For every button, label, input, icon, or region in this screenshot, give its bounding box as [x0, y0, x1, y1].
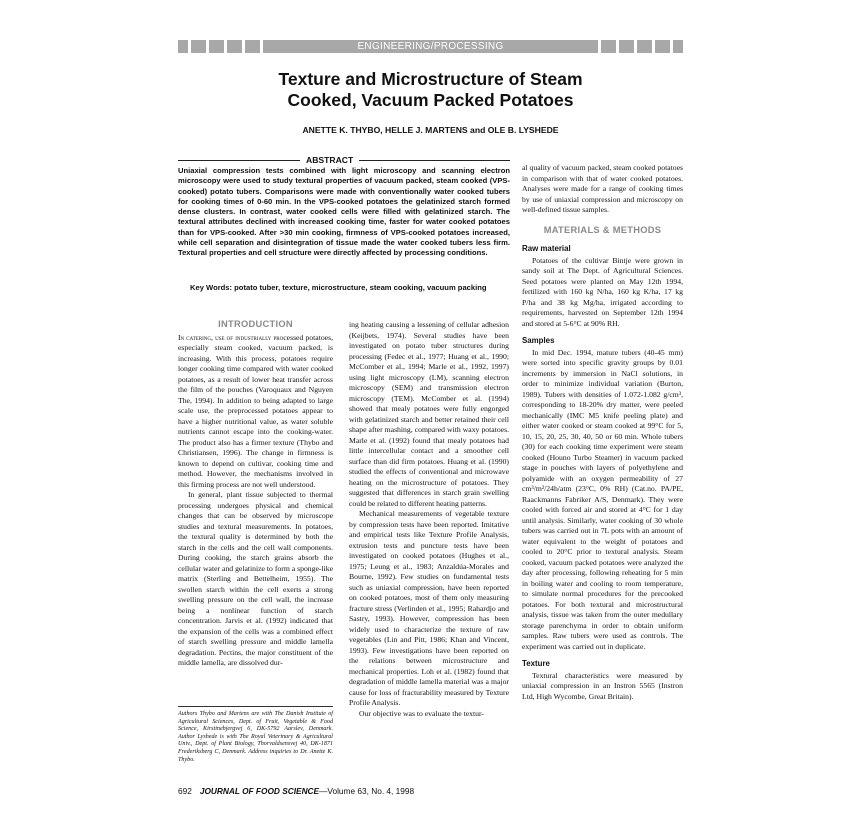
column-1: [178, 319, 333, 669]
footnote-rule: [178, 706, 333, 707]
journal-name: JOURNAL OF FOOD SCIENCE: [199, 786, 320, 796]
article-title: [178, 69, 683, 111]
section-label: ENGINEERING/PROCESSING: [357, 41, 504, 52]
intro-lead-in: In catering, use of industrially pro: [178, 332, 284, 342]
col2-paragraph-3: Our objective was to evaluate the textur-: [359, 708, 484, 718]
samples-text: In mid Dec. 1994, mature tubers (40-45 mm) were sorted into specific gravity groups by 0.01 increments by immersion in NaCl solutions, in order to minimize individual variation (Burton, 1989). Tubers with densities of 1.072-1.082 g/cm³, corresponding to 18-20% dry matter, were peeled mechanically (IMC M5 knife peeling plate) and either water cooked or steam cooked at 99°C for 5, 10, 15, 20, 25, 30, 40, 50 or 60 min. Whole tubers (30) for each cooking time experiment were steam cooked (Houno Turbo Steamer) in vacuum packed stage in pouches with layers of polyethylene and polyamide with an oxygen permeability of 27 cm³/m²/24h/atm (23°C, 0% RH) (Cat.no. PA/PE, Raackmanns Fabriker A/S, Denmark). They were cooled with forced air and stored at 4°C for 1 day until analysis. Similarly, water cooking of 30 whole tubers was carried out in 7L pots with an amount of water equivalent to the weight of potatoes and cooled to 20°C prior to textural analysis. Steam cooked, vacuum packed potatoes were analyzed the day after processing, following reheating for 5 min in boiling water and cooling to room temperature, to simulate normal procedures for the precooked potatoes. For both textural and microstructural analysis, tissue was taken from the outer medullary storage parenchyma in order to obtain uniform samples. Raw tubers were used as controls. The experiment was carried out in duplicate.: [522, 347, 683, 651]
abstract-text: Uniaxial compression tests combined with light microscopy and scanning electron microscopy were used to study textural properties of vacuum packed, steam cooked (VPS-cooked) potato tubers. Comparisons were made with conventionally water cooked tubers for cooking times of 0-60 min. In the VPS-cooked potatoes the gelatinized starch formed dense clusters. In contrast, water cooked cells were filled with gelatinized starch. The textural attributes declined with increased cooking time, faster for water cooked potatoes than for VPS-cooked. After >30 min cooking, firmness of VPS-cooked potatoes increased, while cell separation and disintegration of tissue made the water cooked tubers less firm. Textural properties and cell structure were directly affected by processing conditions.: [178, 166, 510, 258]
journal-issue: —Volume 63, No. 4, 1998: [319, 786, 415, 796]
title-line-2: Cooked, Vacuum Packed Potatoes: [287, 90, 574, 110]
section-banner: [178, 40, 683, 53]
raw-material-heading: Raw material: [522, 244, 571, 253]
title-line-1: Texture and Microstructure of Steam: [278, 69, 583, 89]
keywords: Key Words: potato tuber, texture, microstructure, steam cooking, vacuum packing: [190, 283, 487, 292]
texture-heading: Texture: [522, 659, 550, 668]
col3-paragraph-1: al quality of vacuum packed, steam cooked potatoes in comparison with that of water cooked potatoes. Analyses were made for a range of cooking times by use of uniaxial compression and microscopy on well-defined tissue samples.: [522, 163, 683, 214]
materials-methods-heading: MATERIALS & METHODS: [543, 224, 662, 235]
raw-material-text: Potatoes of the cultivar Bintje were grown in sandy soil at The Dept. of Agricultural Sciences. Seed potatoes were planted on May 12th 1994, fertilized with 160 kg N/ha, 160 kg K/ha, 17 kg P/ha and 38 kg Mg/ha, irrigated according to requirements, harvested on September 12th 1994 and stored at 5-6°C at 90% RH.: [522, 255, 683, 328]
column-2: [349, 320, 509, 719]
col2-paragraph-2: Mechanical measurements of vegetable texture by compression tests have been reported. Imitative and empirical tests like Texture Profile Analysis, extrusion tests and puncture tests have been investigated on cooked potatoes (Hughes et al., 1975; Leung et al., 1983; Anzaldúa-Morales and Bourne, 1992). Few studies on fundamental tests such as uniaxial compression, have been reported on cooked potatoes, most of them only measuring fracture stress (Verlinden et al., 1995; Rahardjo and Sastry, 1993). However, compression has been widely used to characterize the texture of raw vegetables (Lin and Pitt, 1986; Khan and Vincent, 1993). Few investigations have been reported on the relations between microstructure and mechanical properties. Loh et al. (1982) found that degradation of middle lamella material was a major cause for loss of fracturability measured by Texture Profile Analysis.: [349, 509, 509, 707]
page-number: 692: [178, 786, 192, 796]
abstract-heading: ABSTRACT: [300, 155, 359, 165]
intro-paragraph-1-text: cessed potatoes, especially steam cooked, vacuum packed, is increasing. With this process, potatoes require longer cooking time compared with water cooked potatoes, as a result of lower heat transfer across the film of the pouches (Varoquaux and Nguyen The, 1994). In addition to being adapted to large scale use, the preprocessed potatoes appear to have a higher nutritional value, as water soluble nutrients cannot escape into the cooking-water. The product also has a firmer texture (Thybo and Christiansen, 1996). The change in firmness is known to depend on cultivar, cooking time and method. However, the mechanisms involved in this firming process are not well understood.: [178, 332, 333, 489]
author-affiliation-footnote: Authors Thybo and Martens are with The Danish Institute of Agricultural Sciences, Dept. of Fruit, Vegetable & Food Science, Kirstinebjergvej 6, DK-5792 Aarslev, Denmark. Author Lyshede is with The Royal Veterinary & Agricultural Univ., Dept. of Plant Biology, Thorvaldsensvej 40, DK-1871 Frederiksberg C, Denmark. Address inquiries to Dr. Anette K. Thybo.: [178, 711, 333, 763]
samples-heading: Samples: [522, 336, 555, 345]
introduction-heading: INTRODUCTION: [218, 319, 293, 329]
column-3: [522, 163, 683, 702]
page-footer: [178, 786, 414, 796]
intro-paragraph-1: [178, 333, 333, 491]
intro-paragraph-2: In general, plant tissue subjected to thermal processing undergoes physical and chemical changes that can be observed by microscope studies and textural measurements. In potatoes, the textural quality is determined by both the starch in the cells and the cell wall components. During cooking, the starch grains absorb the cellular water and gelatinize to form a sponge-like matrix (Sterling and Bettelheim, 1955). The swollen starch within the cell exerts a strong swelling pressure on the cell wall, the increase being a nonlinear function of starch concentration. Jarvis et al. (1992) indicated that the expansion of the cells was a combined effect of starch swelling pressure and middle lamella degradation. Pectins, the major constituent of the middle lamella, are dissolved dur-: [178, 490, 333, 667]
col2-paragraph-1: ing heating causing a lessening of cellular adhesion (Keijbets, 1974). Several studies have been investigated on potato tuber structures during processing (Fedec et al., 1977; Huang et al., 1990; McComber et al., 1994; Marle et al., 1992, 1997) using light microscopy (LM), scanning electron microscopy (SEM) and transmission electron microscopy (TEM). McComber et al. (1994) showed that mealy potatoes were fully engorged with gelatinized starch and better retained their cell shape after mashing, compared with waxy potatoes. Marle et al. (1992) found that mealy potatoes had little intercellular contact and a smoother cell surface than did firm potatoes. Huang et al. (1990) studied the effects of conventional and microwave heating on the microstructure of potatoes. They suggested that differences in starch grain swelling could be related to different heating patterns.: [349, 320, 509, 508]
author-list: ANETTE K. THYBO, HELLE J. MARTENS and OLE B. LYSHEDE: [302, 125, 559, 135]
texture-text: Textural characteristics were measured by uniaxial compression in an Instron 5565 (Instron Ltd, High Wycombe, Great Britain).: [522, 670, 683, 701]
